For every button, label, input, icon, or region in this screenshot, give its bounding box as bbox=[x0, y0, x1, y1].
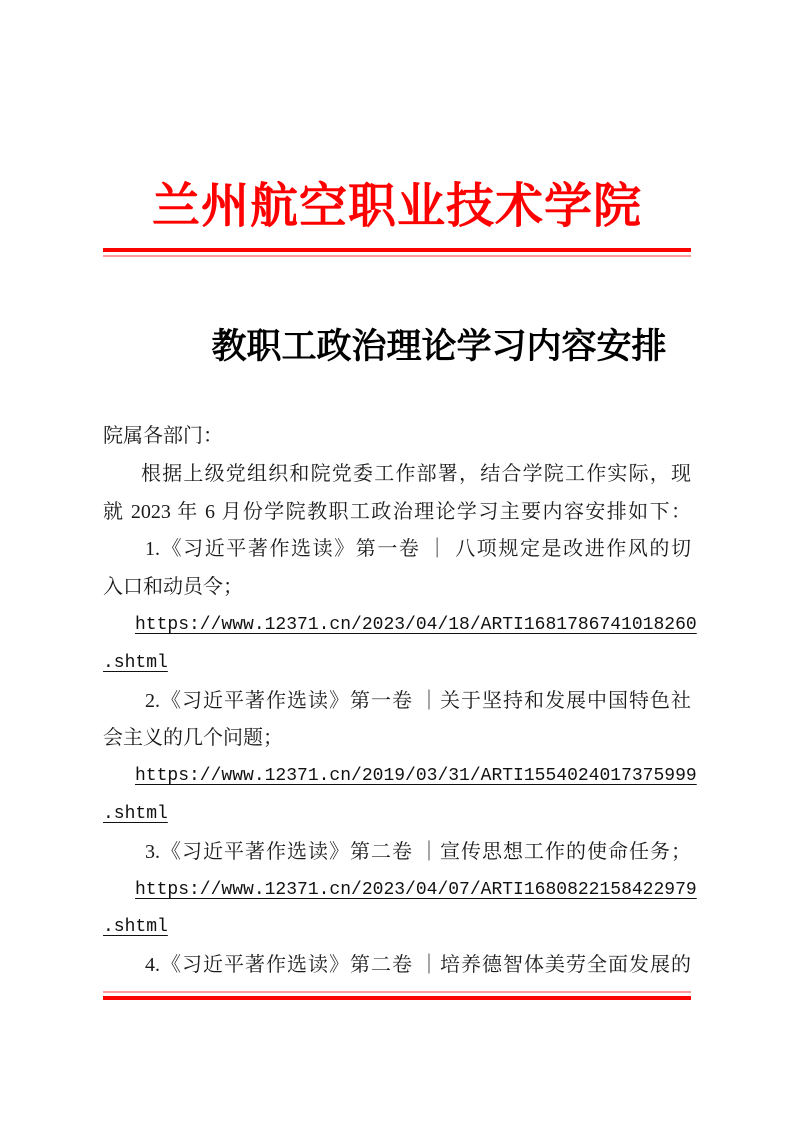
url-link-line[interactable]: https://www.12371.cn/2023/04/07/ARTI1680822158422979 bbox=[135, 879, 697, 900]
rule-thin-line bbox=[103, 255, 691, 257]
body-text-line: 就 2023 年 6 月份学院教职工政治理论学习主要内容安排如下： bbox=[103, 500, 691, 523]
letterhead-org-name: 兰州航空职业技术学院 bbox=[151, 180, 642, 233]
body-text-line: 1.《习近平著作选读》第一卷 ｜ 八项规定是改进作风的切 bbox=[145, 538, 691, 561]
document-title: 教职工政治理论学习内容安排 bbox=[211, 327, 667, 366]
body-text-line: 3.《习近平著作选读》第二卷 ｜宣传思想工作的使命任务； bbox=[145, 840, 691, 863]
url-link-line[interactable]: .shtml bbox=[103, 803, 168, 824]
body-text-line: 2.《习近平著作选读》第一卷 ｜关于坚持和发展中国特色社 bbox=[145, 689, 691, 712]
body-text-line: 根据上级党组织和院党委工作部署，结合学院工作实际，现 bbox=[141, 462, 691, 485]
footer-double-rule bbox=[103, 991, 691, 1000]
url-link-line[interactable]: .shtml bbox=[103, 652, 168, 673]
body-text-line: 会主义的几个问题； bbox=[103, 727, 283, 750]
url-link-line[interactable]: https://www.12371.cn/2023/04/18/ARTI1681786741018260 bbox=[135, 614, 697, 635]
url-link-line[interactable]: .shtml bbox=[103, 917, 168, 938]
body-text-line: 入口和动员令； bbox=[103, 576, 243, 599]
url-link-line[interactable]: https://www.12371.cn/2019/03/31/ARTI1554024017375999 bbox=[135, 766, 697, 787]
rule-thick-line bbox=[103, 996, 691, 1000]
document-body bbox=[103, 418, 697, 985]
body-text-line: 4.《习近平著作选读》第二卷 ｜培养德智体美劳全面发展的 bbox=[145, 954, 691, 977]
body-text-line: 院属各部门： bbox=[103, 425, 223, 447]
letterhead-double-rule bbox=[103, 248, 691, 257]
